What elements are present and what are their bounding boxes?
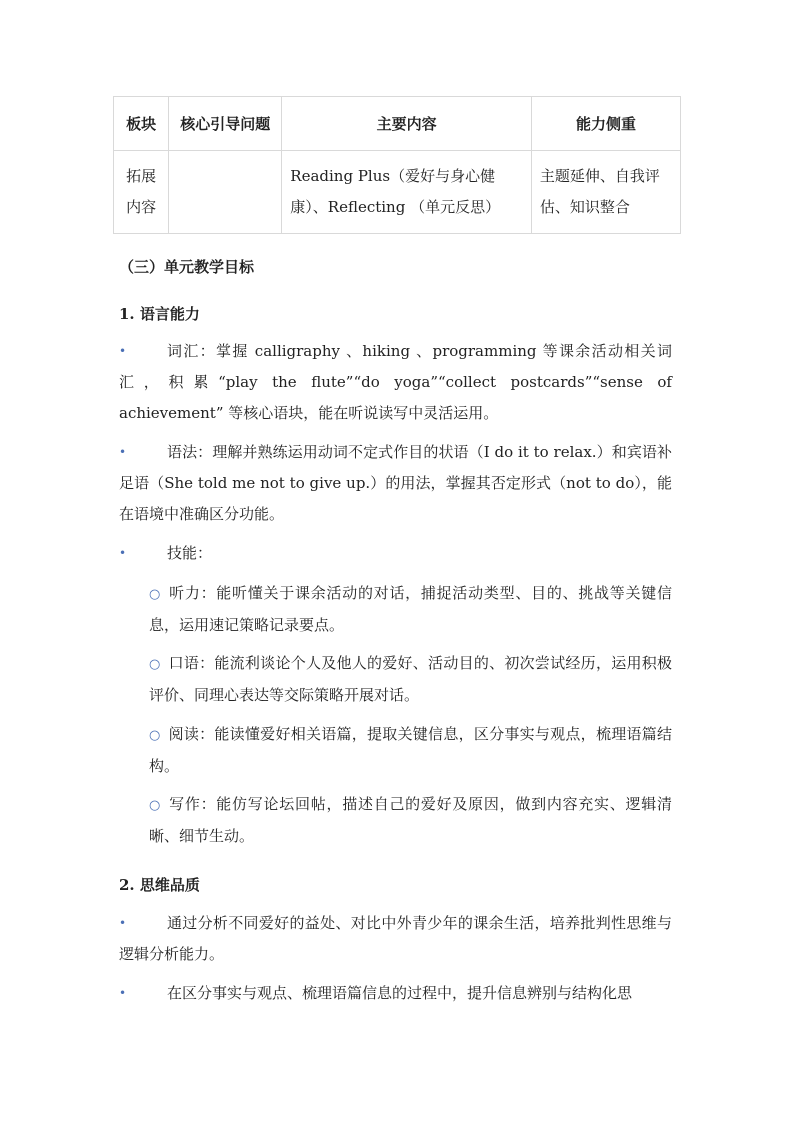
vocab-text: 词汇：掌握 calligraphy 、hiking 、programming 等课余活动相关词汇，积累“play the flute”“do yoga”“collect postcards”“sense of achievement” 等核心语块，能在听说读写中灵活运用。 — [119, 342, 672, 422]
table-header-cell: 板块 — [114, 97, 169, 151]
table-header-cell: 能力侧重 — [531, 97, 680, 151]
sub-list-item — [149, 578, 672, 641]
sub-list-item — [149, 789, 672, 852]
section-title-language: 1. 语言能力 — [119, 305, 200, 323]
table-cell-content: Reading Plus（爱好与身心健康）、Reflecting （单元反思） — [282, 151, 532, 234]
sub-bullet-marker: ○ — [149, 728, 161, 743]
thinking-item-text: 在区分事实与观点、梳理语篇信息的过程中，提升信息辨别与结构化思 — [167, 984, 633, 1002]
skill-listening-text: 听力：能听懂关于课余活动的对话，捕捉活动类型、目的、挑战等关键信息，运用速记策略记录要点。 — [149, 584, 672, 634]
bullet-marker: • — [119, 916, 127, 930]
sub-list-item — [149, 648, 672, 711]
table-header-row — [114, 97, 681, 151]
skill-writing-text: 写作：能仿写论坛回帖，描述自己的爱好及原因，做到内容充实、逻辑清晰、细节生动。 — [149, 795, 672, 845]
bullet-marker: • — [119, 986, 127, 1000]
table-header-cell: 核心引导问题 — [169, 97, 282, 151]
table-cell-question — [169, 151, 282, 234]
sub-list-item — [149, 719, 672, 782]
section-title-thinking: 2. 思维品质 — [119, 876, 200, 894]
objectives-heading: （三）单元教学目标 — [119, 258, 255, 276]
table-header-cell: 主要内容 — [282, 97, 532, 151]
bullet-marker: • — [119, 445, 127, 459]
skill-reading-text: 阅读：能读懂爱好相关语篇，提取关键信息，区分事实与观点，梳理语篇结构。 — [149, 725, 672, 775]
skills-label: 技能： — [167, 544, 213, 562]
sub-bullet-marker: ○ — [149, 798, 162, 813]
sub-bullet-marker: ○ — [149, 657, 161, 672]
table-cell-focus: 主题延伸、自我评估、知识整合 — [531, 151, 680, 234]
bullet-marker: • — [119, 344, 127, 358]
table-row — [114, 151, 681, 234]
table-cell-section: 拓展内容 — [114, 151, 169, 234]
unit-plan-table — [113, 96, 681, 234]
skill-speaking-text: 口语：能流利谈论个人及他人的爱好、活动目的、初次尝试经历，运用积极评价、同理心表达等交际策略开展对话。 — [149, 654, 672, 704]
thinking-item-text: 通过分析不同爱好的益处、对比中外青少年的课余生活，培养批判性思维与逻辑分析能力。 — [119, 914, 672, 963]
bullet-marker: • — [119, 546, 127, 560]
sub-bullet-marker: ○ — [149, 587, 162, 602]
grammar-text: 语法：理解并熟练运用动词不定式作目的状语（I do it to relax.）和宾语补足语（She told me not to give up.）的用法，掌握其否定形式（not to do），能在语境中准确区分功能。 — [119, 443, 672, 523]
